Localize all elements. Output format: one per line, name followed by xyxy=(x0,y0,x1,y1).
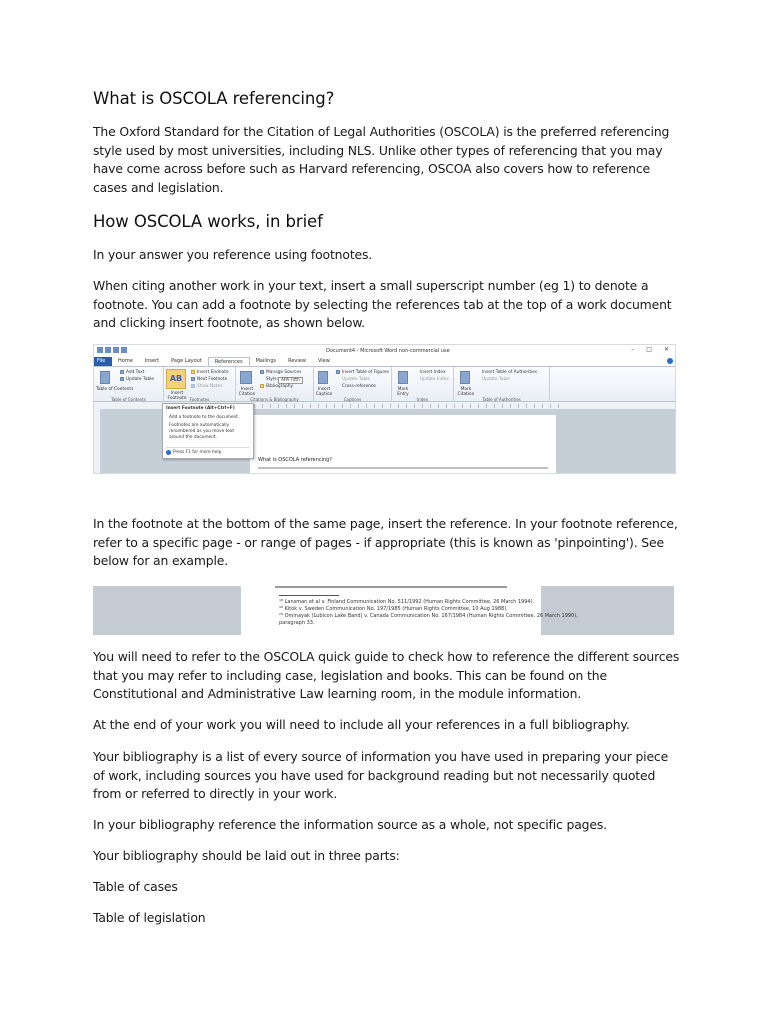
footnote-entry: ¹⁹ Kitok v. Sweden Communication No. 197/1985 (Human Rights Committee, 10 Aug 1988). xyxy=(279,606,508,612)
footnote-example-screenshot xyxy=(93,586,674,635)
mark-entry-icon xyxy=(398,371,408,384)
minimize-icon: – xyxy=(631,346,635,353)
insert-endnote-icon xyxy=(191,370,195,374)
list-item-table-of-cases: Table of cases xyxy=(93,879,178,894)
paragraph-quick-guide: You will need to refer to the OSCOLA quick guide to check how to reference the different sources that you may refer to including case, legislation and books. This can be found on the Constitutional and Administrative Law learning room, in the module information. xyxy=(93,649,680,701)
next-footnote-icon xyxy=(191,377,195,381)
group-table-of-authorities: Mark Citation Insert Table of Authorities Update Table Table of Authorities xyxy=(454,367,550,402)
restore-icon: □ xyxy=(646,346,652,353)
add-text-icon xyxy=(120,370,124,374)
manage-sources-icon xyxy=(260,370,264,374)
group-footnotes: AB Insert Footnote Insert Endnote Next Footnote Show Notes Footnotes xyxy=(164,367,236,402)
tab-mailings: Mailings xyxy=(255,358,277,364)
paragraph-bibliography: Your bibliography is a list of every source of information you have used in preparing your piece of work, including sources you have used for background reading but not necessarily quoted from or referred to directly in your work. xyxy=(93,749,669,801)
footnote-page xyxy=(241,586,578,635)
help-icon xyxy=(667,358,673,364)
paragraph-whole-source: In your bibliography reference the information source as a whole, not specific pages. xyxy=(93,817,607,832)
footnote-entry: paragraph 33. xyxy=(279,620,315,626)
show-notes-icon xyxy=(191,384,195,388)
group-citations: Insert Citation Manage Sources Style: APA Fifth Bibliography Citations & Bibliography xyxy=(236,367,314,402)
footnote-entry: ¹⁸ Lansman et al v. Finland Communication No. 511/1992 (Human Rights Committee, 26 March 1994). xyxy=(279,599,535,605)
paragraph-citing: When citing another work in your text, insert a small superscript number (eg 1) to denote a footnote. You can add a footnote by selecting the references tab at the top of a work document and clicking insert footnote, as shown below. xyxy=(93,278,672,330)
heading-what-is-oscola: What is OSCOLA referencing? xyxy=(93,89,335,108)
update-table-icon xyxy=(120,377,124,381)
paragraph-three-parts: Your bibliography should be laid out in three parts: xyxy=(93,848,400,863)
insert-citation-icon xyxy=(240,371,252,384)
vertical-ruler xyxy=(94,409,101,473)
paragraph-footnotes: In your answer you reference using footnotes. xyxy=(93,247,373,262)
table-of-figures-icon xyxy=(336,370,340,374)
word-ribbon-tabs xyxy=(94,357,675,366)
tab-references: References xyxy=(208,357,250,366)
help-icon xyxy=(166,450,171,455)
paragraph-footnote-reference: In the footnote at the bottom of the same page, insert the reference. In your footnote reference, refer to a specific page - or range of pages - if appropriate (this is known as 'pinpointing'). See below for an example. xyxy=(93,516,678,568)
insert-footnote-icon: AB xyxy=(166,369,186,389)
tab-file: File xyxy=(94,357,112,366)
group-index: Mark Entry Insert Index Update Index Index xyxy=(392,367,454,402)
toc-icon xyxy=(100,371,110,384)
group-captions: Insert Caption Insert Table of Figures Update Table Cross-reference Captions xyxy=(314,367,392,402)
paragraph-intro: The Oxford Standard for the Citation of Legal Authorities (OSCOLA) is the preferred referencing style used by most universities, including NLS. Unlike other types of referencing that you may have come across before such as Harvard referencing, OSCOA also covers how to reference cases and legislation. xyxy=(93,124,670,195)
group-table-of-contents: Table of Contents Add Text Update Table Table of Contents xyxy=(94,367,164,402)
tab-home: Home xyxy=(118,358,133,364)
mark-citation-icon xyxy=(460,371,470,384)
window-controls xyxy=(631,346,669,353)
tab-review: Review xyxy=(288,358,306,364)
quick-access-toolbar xyxy=(97,347,127,353)
insert-footnote-tooltip: Insert Footnote (Alt+Ctrl+F) Add a footnote to the document. Footnotes are automatically renumbered as you move text around the document. Press F1 for more help. xyxy=(162,403,254,459)
paragraph-end-of-work: At the end of your work you will need to include all your references in a full bibliography. xyxy=(93,717,630,732)
word-ribbon xyxy=(94,366,675,402)
word-titlebar xyxy=(94,345,675,357)
close-icon: ✕ xyxy=(663,346,669,353)
word-page xyxy=(250,415,556,474)
footnote-separator xyxy=(279,595,339,596)
word-ribbon-screenshot xyxy=(93,344,676,474)
heading-how-oscola-works: How OSCOLA works, in brief xyxy=(93,212,323,231)
insert-caption-icon xyxy=(318,371,328,384)
tab-insert: Insert xyxy=(144,358,160,364)
bibliography-icon xyxy=(260,384,264,388)
tab-page-layout: Page Layout xyxy=(171,358,202,364)
tab-view: View xyxy=(317,358,330,364)
word-doc-title: Document4 - Microsoft Word non-commercial use xyxy=(326,348,450,354)
list-item-table-of-legislation: Table of legislation xyxy=(93,910,206,925)
footnote-entry: ²⁰ Ominayak (Lubicon Lake Band) v. Canada Communication No. 167/1984 (Human Rights Committee, 26 March 1990), xyxy=(279,613,578,619)
word-page-heading: What is OSCOLA referencing? xyxy=(258,457,332,463)
